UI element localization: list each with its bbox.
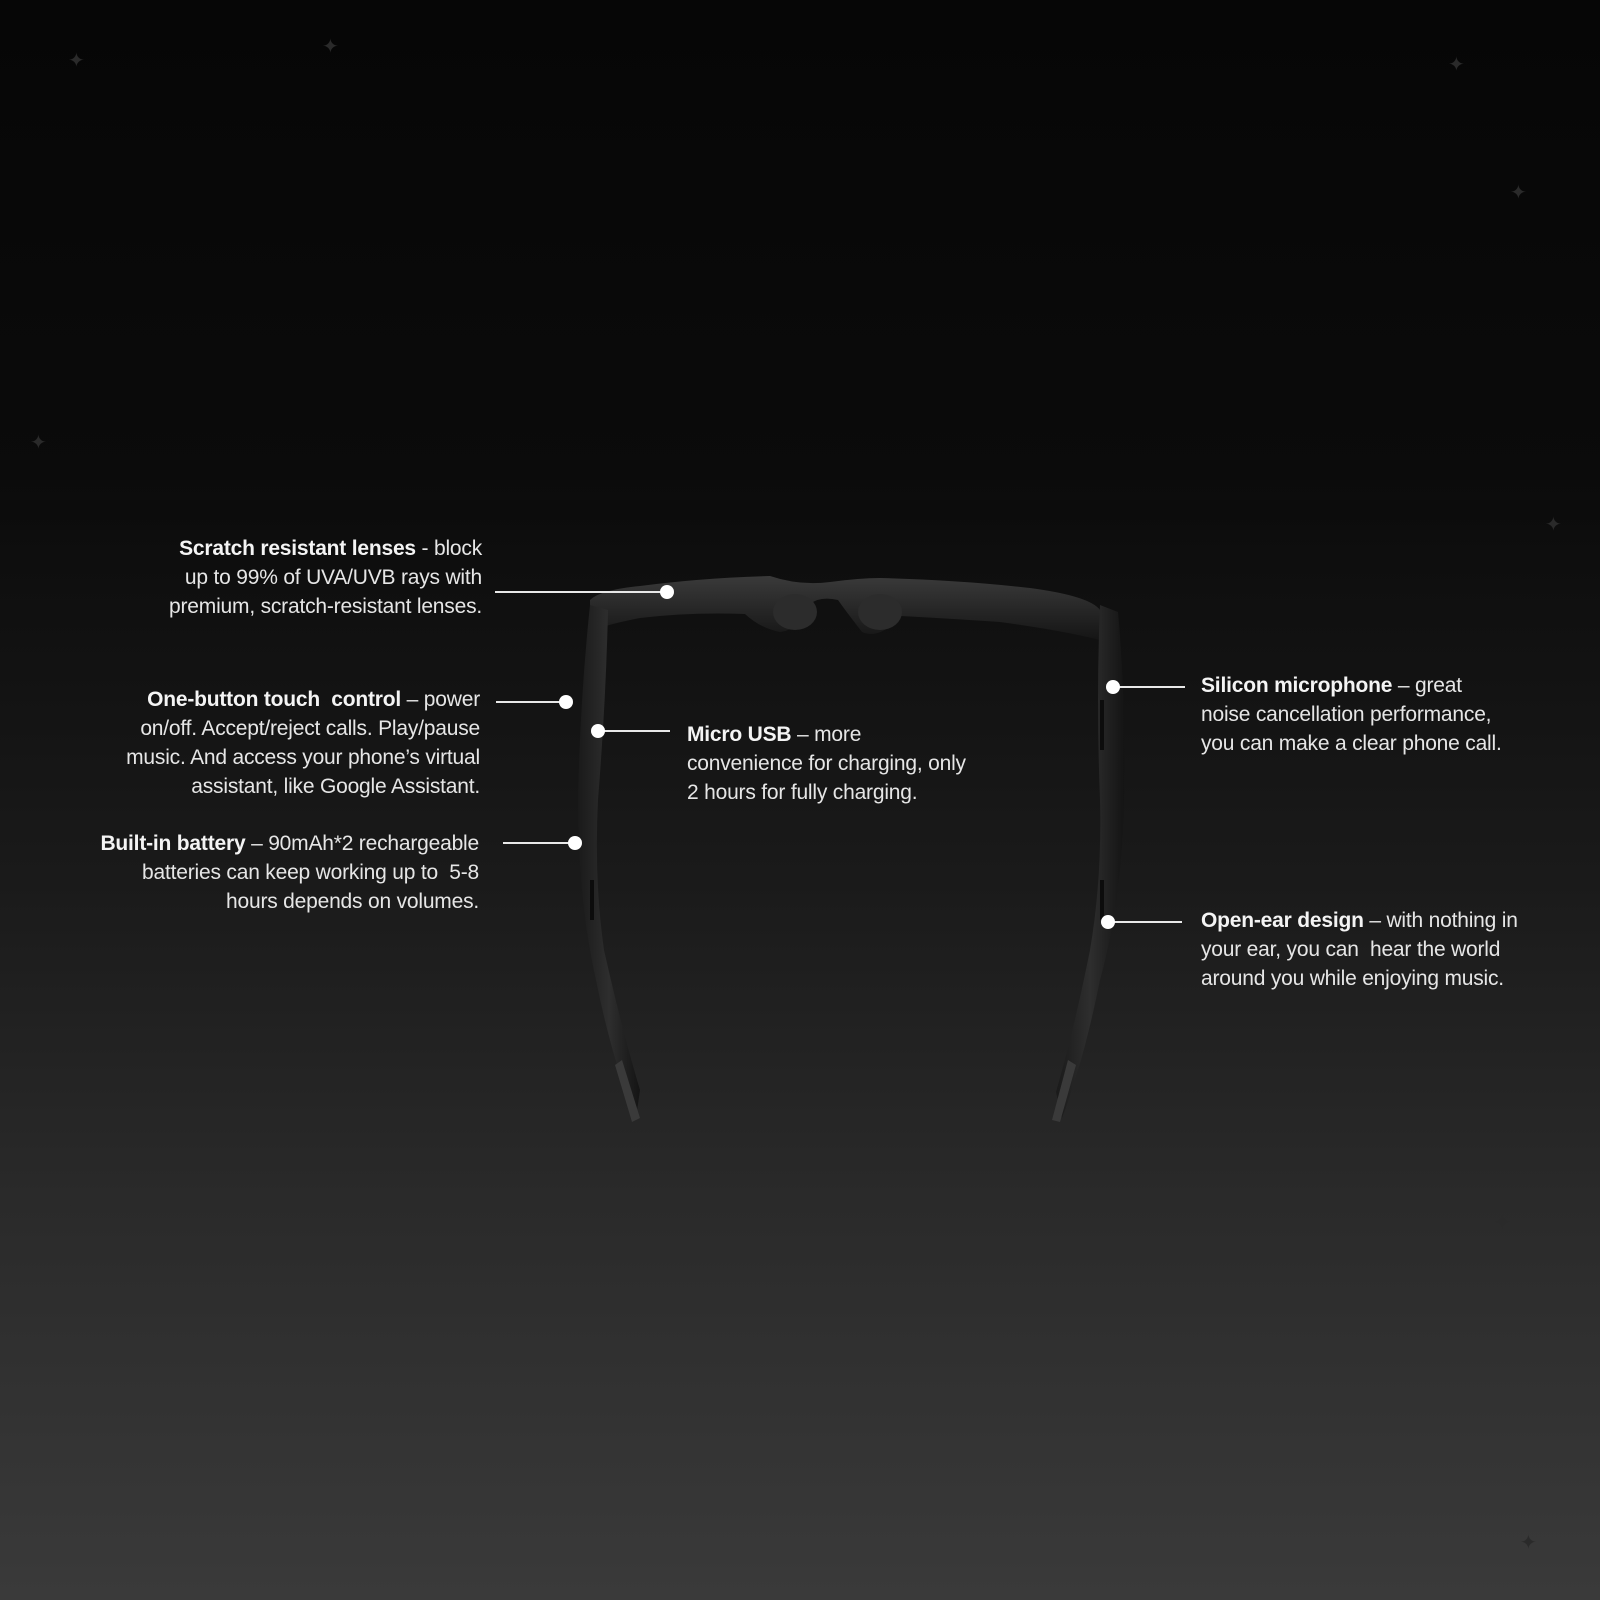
star-icon: ✦ [1494,1212,1511,1234]
callout-dot-mic [1106,680,1120,694]
star-icon: ✦ [322,36,339,58]
star-icon: ✦ [1545,514,1562,536]
star-icon: ✦ [1520,1532,1537,1554]
callout-battery: Built-in battery – 90mAh*2 rechargeable batteries can keep working up to 5-8 hours depends on volumes. [100,832,479,913]
callout-line-usb [598,730,670,732]
callout-dot-button [559,695,573,709]
star-icon: ✦ [60,1198,77,1220]
port-detail [1100,700,1104,750]
callout-line-battery [503,842,575,844]
callout-line-button [496,701,566,703]
callout-openear: Open-ear design – with nothing in your ear, you can hear the world around you while enjoying music. [1201,909,1518,990]
port-detail [1100,880,1104,920]
callout-line-openear [1108,921,1182,923]
nose-pad-right [858,594,902,630]
callout-dot-usb [591,724,605,738]
arm-left [578,605,640,1118]
callout-button: One-button touch control – power on/off. Accept/reject calls. Play/pause music. And access your phone’s virtual assistant, like Google Assistant. [126,688,480,798]
callout-dot-battery [568,836,582,850]
callout-line-mic [1113,686,1185,688]
star-icon: ✦ [1510,182,1527,204]
callout-dot-lenses [660,585,674,599]
star-icon: ✦ [1448,54,1465,76]
callout-line-lenses [495,591,667,593]
port-detail [590,880,594,920]
callout-usb: Micro USB – more convenience for charging, only 2 hours for fully charging. [687,723,966,804]
nose-pad-left [773,594,817,630]
callout-dot-openear [1101,915,1115,929]
star-icon: ✦ [30,432,47,454]
callout-lenses: Scratch resistant lenses - block up to 99% of UVA/UVB rays with premium, scratch-resistant lenses. [169,537,482,618]
star-icon: ✦ [68,50,85,72]
callout-mic: Silicon microphone – great noise cancellation performance, you can make a clear phone call. [1201,674,1502,755]
